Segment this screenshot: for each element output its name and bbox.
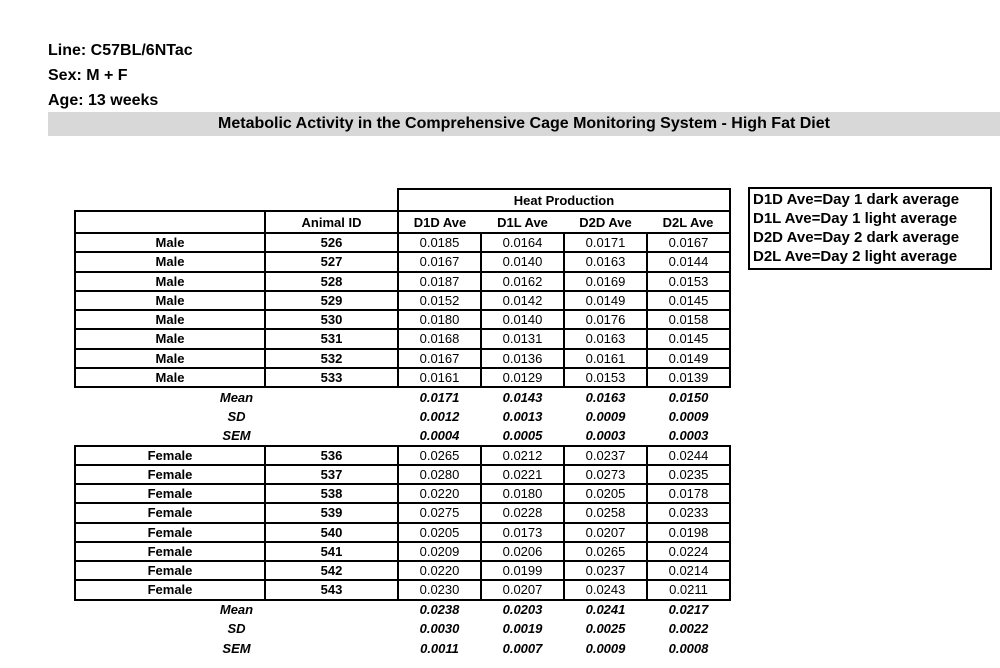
value-cell: 0.0180 — [481, 484, 564, 503]
stat-value: 0.0011 — [420, 640, 459, 656]
stat-label: Mean — [219, 389, 254, 405]
stats-row — [75, 426, 730, 446]
value-cell: 0.0199 — [481, 561, 564, 580]
animal-id-cell: 527 — [265, 252, 398, 271]
sex-column-header — [75, 211, 265, 233]
value-cell: 0.0129 — [481, 368, 564, 387]
page-title: Metabolic Activity in the Comprehensive Cage Monitoring System - High Fat Diet — [48, 112, 1000, 136]
value-cell: 0.0145 — [647, 291, 730, 310]
value-cell: 0.0149 — [647, 349, 730, 368]
stat-value: 0.0003 — [585, 427, 626, 443]
sex-cell: Male — [75, 349, 265, 368]
animal-id-cell: 531 — [265, 329, 398, 348]
sex-cell: Female — [75, 503, 265, 522]
stat-value: 0.0217 — [668, 602, 709, 618]
value-cell: 0.0139 — [647, 368, 730, 387]
table-row — [75, 484, 730, 503]
stat-value: 0.0009 — [668, 408, 709, 424]
animal-id-cell: 529 — [265, 291, 398, 310]
stat-value: 0.0009 — [585, 640, 626, 656]
value-cell: 0.0237 — [564, 561, 647, 580]
animal-id-cell: 533 — [265, 368, 398, 387]
legend-box — [748, 187, 992, 270]
stat-value: 0.0163 — [585, 389, 626, 405]
header-spacer — [75, 189, 398, 211]
stats-row — [75, 619, 730, 639]
animal-id-cell: 541 — [265, 542, 398, 561]
stats-row — [75, 407, 730, 427]
sex-cell: Male — [75, 291, 265, 310]
group-header-row — [75, 189, 730, 211]
value-cell: 0.0140 — [481, 310, 564, 329]
stat-value: 0.0008 — [668, 640, 709, 656]
stat-value: 0.0241 — [585, 602, 626, 618]
stat-value: 0.0004 — [419, 427, 460, 443]
sex-cell: Male — [75, 233, 265, 252]
line-label: Line: C57BL/6NTac — [48, 42, 193, 59]
column-header-row — [75, 211, 730, 233]
value-cell: 0.0178 — [647, 484, 730, 503]
value-cell: 0.0275 — [398, 503, 481, 522]
stats-row — [75, 639, 730, 659]
animal-id-cell: 540 — [265, 523, 398, 542]
table-row — [75, 233, 730, 252]
animal-id-cell: 539 — [265, 503, 398, 522]
value-cell: 0.0233 — [647, 503, 730, 522]
sex-cell: Female — [75, 446, 265, 465]
animal-id-cell: 537 — [265, 465, 398, 484]
value-cell: 0.0230 — [398, 580, 481, 599]
value-cell: 0.0173 — [481, 523, 564, 542]
value-cell: 0.0235 — [647, 465, 730, 484]
value-cell: 0.0207 — [481, 580, 564, 599]
value-cell: 0.0140 — [481, 252, 564, 271]
female-section — [75, 446, 730, 600]
animal-id-cell: 536 — [265, 446, 398, 465]
value-cell: 0.0142 — [481, 291, 564, 310]
stat-value: 0.0238 — [419, 602, 460, 618]
stat-value: 0.0025 — [585, 621, 626, 637]
stat-label: SD — [227, 621, 246, 637]
value-cell: 0.0168 — [398, 329, 481, 348]
value-cell: 0.0153 — [564, 368, 647, 387]
legend-line-d2l: D2L Ave=Day 2 light average — [753, 248, 958, 265]
male-section — [75, 233, 730, 387]
value-cell: 0.0161 — [564, 349, 647, 368]
heat-production-table — [74, 188, 731, 658]
animal-id-cell: 538 — [265, 484, 398, 503]
value-cell: 0.0243 — [564, 580, 647, 599]
animal-id-cell: 542 — [265, 561, 398, 580]
col-header-d2d: D2D Ave — [564, 211, 647, 233]
table-row — [75, 252, 730, 271]
sex-cell: Male — [75, 252, 265, 271]
value-cell: 0.0185 — [398, 233, 481, 252]
sex-cell: Male — [75, 272, 265, 291]
table-row — [75, 580, 730, 599]
value-cell: 0.0144 — [647, 252, 730, 271]
stat-value: 0.0022 — [668, 621, 709, 637]
value-cell: 0.0136 — [481, 349, 564, 368]
stat-value: 0.0003 — [668, 427, 709, 443]
table-row — [75, 310, 730, 329]
value-cell: 0.0163 — [564, 329, 647, 348]
value-cell: 0.0205 — [564, 484, 647, 503]
table-row — [75, 503, 730, 522]
table-header-section — [75, 189, 730, 233]
study-info-block — [48, 38, 193, 113]
value-cell: 0.0206 — [481, 542, 564, 561]
stat-value: 0.0030 — [419, 621, 460, 637]
legend-line-d1d: D1D Ave=Day 1 dark average — [753, 191, 960, 208]
value-cell: 0.0237 — [564, 446, 647, 465]
value-cell: 0.0145 — [647, 329, 730, 348]
value-cell: 0.0152 — [398, 291, 481, 310]
sex-cell: Female — [75, 523, 265, 542]
value-cell: 0.0171 — [564, 233, 647, 252]
col-header-d1d: D1D Ave — [398, 211, 481, 233]
col-header-d2l: D2L Ave — [647, 211, 730, 233]
value-cell: 0.0163 — [564, 252, 647, 271]
value-cell: 0.0167 — [398, 349, 481, 368]
value-cell: 0.0164 — [481, 233, 564, 252]
animal-id-column-header: Animal ID — [265, 211, 398, 233]
group-header-cell: Heat Production — [398, 189, 730, 211]
sex-cell: Female — [75, 561, 265, 580]
value-cell: 0.0187 — [398, 272, 481, 291]
value-cell: 0.0207 — [564, 523, 647, 542]
value-cell: 0.0167 — [398, 252, 481, 271]
stat-label: Mean — [219, 602, 254, 618]
value-cell: 0.0258 — [564, 503, 647, 522]
value-cell: 0.0214 — [647, 561, 730, 580]
stat-value: 0.0009 — [585, 408, 626, 424]
value-cell: 0.0131 — [481, 329, 564, 348]
animal-id-cell: 528 — [265, 272, 398, 291]
male-stats-section — [75, 387, 730, 446]
stat-value: 0.0150 — [668, 389, 709, 405]
table-row — [75, 561, 730, 580]
value-cell: 0.0209 — [398, 542, 481, 561]
value-cell: 0.0221 — [481, 465, 564, 484]
stat-value: 0.0143 — [502, 389, 543, 405]
stats-row — [75, 600, 730, 620]
sex-cell: Female — [75, 580, 265, 599]
stat-label: SEM — [222, 427, 251, 443]
animal-id-cell: 543 — [265, 580, 398, 599]
value-cell: 0.0205 — [398, 523, 481, 542]
sex-cell: Male — [75, 368, 265, 387]
animal-id-cell: 532 — [265, 349, 398, 368]
animal-id-cell: 530 — [265, 310, 398, 329]
value-cell: 0.0180 — [398, 310, 481, 329]
value-cell: 0.0228 — [481, 503, 564, 522]
value-cell: 0.0224 — [647, 542, 730, 561]
value-cell: 0.0220 — [398, 484, 481, 503]
sex-label: Sex: M + F — [48, 67, 128, 84]
table-row — [75, 329, 730, 348]
col-header-d1l: D1L Ave — [481, 211, 564, 233]
value-cell: 0.0153 — [647, 272, 730, 291]
value-cell: 0.0167 — [647, 233, 730, 252]
value-cell: 0.0265 — [564, 542, 647, 561]
value-cell: 0.0211 — [647, 580, 730, 599]
sex-cell: Female — [75, 484, 265, 503]
value-cell: 0.0244 — [647, 446, 730, 465]
table-row — [75, 368, 730, 387]
value-cell: 0.0212 — [481, 446, 564, 465]
value-cell: 0.0169 — [564, 272, 647, 291]
value-cell: 0.0162 — [481, 272, 564, 291]
sex-cell: Female — [75, 542, 265, 561]
legend-line-d1l: D1L Ave=Day 1 light average — [753, 210, 958, 227]
stat-value: 0.0005 — [502, 427, 543, 443]
value-cell: 0.0176 — [564, 310, 647, 329]
stats-row — [75, 387, 730, 407]
table-row — [75, 523, 730, 542]
legend-line-d2d: D2D Ave=Day 2 dark average — [753, 229, 960, 246]
table-row — [75, 291, 730, 310]
stat-value: 0.0171 — [419, 389, 460, 405]
value-cell: 0.0280 — [398, 465, 481, 484]
sex-cell: Male — [75, 329, 265, 348]
value-cell: 0.0265 — [398, 446, 481, 465]
value-cell: 0.0273 — [564, 465, 647, 484]
value-cell: 0.0220 — [398, 561, 481, 580]
stat-label: SD — [227, 408, 246, 424]
value-cell: 0.0198 — [647, 523, 730, 542]
value-cell: 0.0161 — [398, 368, 481, 387]
animal-id-cell: 526 — [265, 233, 398, 252]
table-row — [75, 349, 730, 368]
sex-cell: Male — [75, 310, 265, 329]
stat-value: 0.0007 — [502, 640, 543, 656]
value-cell: 0.0149 — [564, 291, 647, 310]
sex-cell: Female — [75, 465, 265, 484]
table-row — [75, 542, 730, 561]
table-row — [75, 272, 730, 291]
stat-value: 0.0013 — [502, 408, 543, 424]
stat-value: 0.0019 — [502, 621, 543, 637]
table-row — [75, 465, 730, 484]
stat-label: SEM — [222, 640, 251, 656]
table-row — [75, 446, 730, 465]
stat-value: 0.0012 — [419, 408, 460, 424]
age-label: Age: 13 weeks — [48, 92, 159, 109]
value-cell: 0.0158 — [647, 310, 730, 329]
stat-value: 0.0203 — [502, 602, 543, 618]
female-stats-section — [75, 600, 730, 659]
